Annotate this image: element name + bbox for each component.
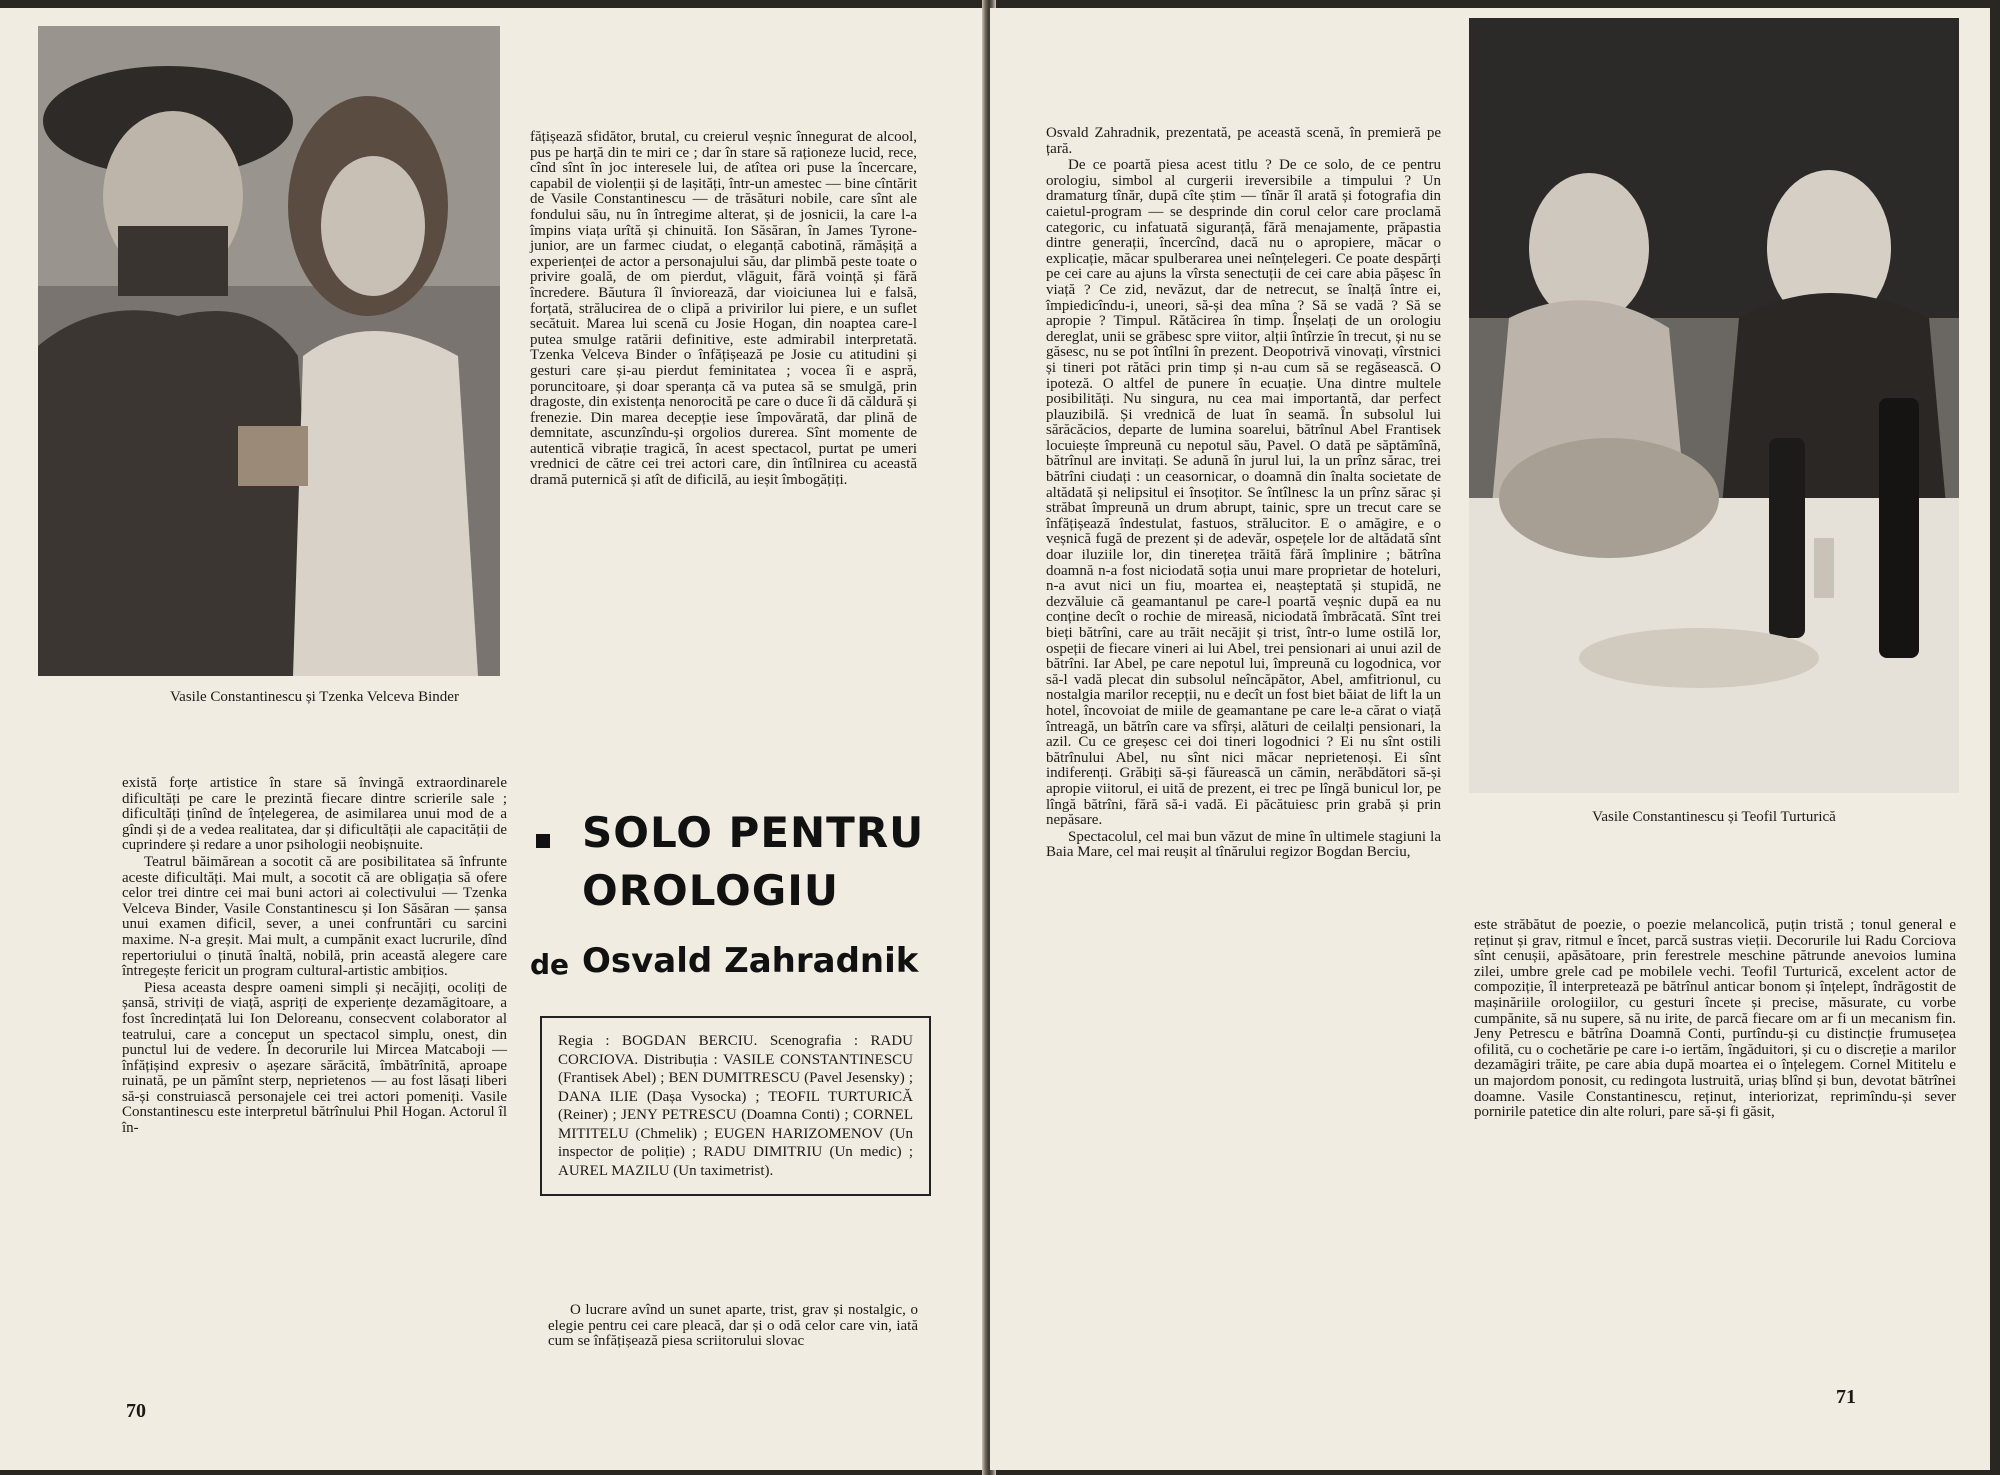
right-photo-caption: Vasile Constantinescu și Teofil Turturică (1592, 809, 1836, 825)
right-column-2 (1474, 918, 1956, 1121)
left-photo-caption: Vasile Constantinescu și Tzenka Velceva Binder (170, 689, 459, 705)
page-number-left: 70 (126, 1400, 146, 1422)
left-page (0, 8, 985, 1470)
article-title-line-2: OROLOGIU (582, 866, 839, 915)
author-de: de (530, 948, 570, 981)
left-column-1 (122, 776, 507, 1137)
photo-actors-left (38, 26, 500, 676)
paragraph: Teatrul băimărean a socotit că are posibilitatea să înfrunte aceste dificultăți. Mai mult, a socotit că are obligația să ofere celor trei dintre cei mai buni actori ai colectivului — Tzenka Velceva Binder, Vasile Constantinescu și Ion Săsăran — șansa unui examen dificil, sever, a unei confruntări cu sarcini maxime. N-a greșit. Mai mult, a cumpănit exact lucrurile, dînd repertoriului o ținută înaltă, nobilă, prin această alegere care întregește fericit un program cultural-artistic ambițios. (122, 853, 507, 980)
left-column-2 (530, 130, 917, 489)
page-number-right: 71 (1836, 1386, 1856, 1408)
review-intro (548, 1303, 918, 1350)
title-bullet (536, 834, 550, 848)
photo-actors-right (1469, 18, 1959, 793)
paragraph: există forțe artistice în stare să învingă extraordinarele dificultăți pe care le prezintă fiecare dintre scrierile sale ; dificultăți ținînd de înțelegerea, de asimilarea unui mod de a gîndi și de a vedea realitatea, dar și dificultății ale capacității de cuprindere și redare a unor psihologii neobișnuite. (122, 775, 507, 854)
right-column-1 (1046, 126, 1441, 861)
paragraph: fățișează sfidător, brutal, cu creierul veșnic înnegurat de alcool, pus pe harță din te miri ce ; dar în stare să raționeze lucid, rece, cînd sînt în joc interesele lui, de atîtea ori puse la încercare, capabil de violenții și de lașități, într-un amestec — bine cîntărit de Vasile Constantinescu — de trăsături nobile, care sînt ale fondului său, nu în întregime alterat, și de josnicii, la care l-a împins viața urîtă și chinuită. Ion Săsăran, în James Tyrone-junior, are un farmec ciudat, o eleganță cabotină, rămășiță a experienței de actor a personajului său, dar plimbă peste toate o privire goală, de om pierdut, vlăguit, fără voință și fără încredere. Băutura îl înviorează, dar vioiciunea lui e falsă, forțată, strălucirea de o clipă a privirilor lui piere, e un suflet secătuit. Marea lui scenă cu Josie Hogan, din noaptea care-l putea smulge ratării definitive, este admirabil interpretată. Tzenka Velceva Binder o înfățișează pe Josie cu atitudini și gesturi care și-au pierdut feminitatea ; vocea îi e aspră, poruncitoare, și doar speranța că va putea să se smulgă, prin dragoste, din existența nenorocită pe care o duce îi dă căldură și frenezie. Din marea decepție iese împovărată, dar plină de demnitate, ascunzîndu-și orgolios durerea. Sînt momente de autentică vibrație tragică, în acest spectacol, purtat pe umeri vrednici de către cei trei actori care, din întîlnirea cu această dramă puternică și atît de dificilă, au ieșit îmbogățiți. (530, 129, 917, 489)
article-title-line-1: SOLO PENTRU (582, 808, 925, 857)
author-name: Osvald Zahradnik (582, 941, 919, 981)
paragraph: O lucrare avînd un sunet aparte, trist, grav și nostalgic, o elegie pentru cei care pleacă, dar și o odă celor care vin, iată cum se înfățișează piesa scriitorului slovac (548, 1302, 918, 1350)
paragraph: este străbătut de poezie, o poezie melancolică, puțin tristă ; tonul general e reținut și grav, ritmul e încet, parcă sustras vieții. Decorurile lui Radu Corciova sînt cenușii, apăsătoare, prin ferestrele meschine pătrunde anevoios lumina zilei, umbre grele cad pe mobilele vechi. Teofil Turturică, excelent actor de compoziție, îl interpretează pe bătrînul anticar bonom și înțelept, îndrăgostit de mașinăriile orologiilor, cu gesturi încete și precise, măsurate, cu vorbe cumpănite, să nu supere, să nu irite, de parcă fiecare om ar fi un mecanism fin. Jeny Petrescu e bătrîna Doamnă Conti, purtîndu-și cu distincție frumusețea ofilită, cu o cochetărie pe care i-o iertăm, îngăduitori, și cu o discreție a marilor dezamăgiri trăite, pe care abia după moartea ei o înțelegem. Cornel Mititelu e un majordom ponosit, cu redingota lustruită, uriaș blînd și bun, devotat bătrînei doamne. Vasile Constantinescu, reținut, interiorizat, reprimîndu-și sever pornirile patetice din alte roluri, pare să-și fi găsit, (1474, 917, 1956, 1121)
paragraph: Osvald Zahradnik, prezentată, pe această scenă, în premieră pe țară. (1046, 125, 1441, 157)
paragraph: De ce poartă piesa acest titlu ? De ce solo, de ce pentru orologiu, simbol al curgerii ireversibile a timpului ? Un dramaturg tînăr, după cîte știm — tînăr îl arată și fotografia din caietul-program — se desprinde din corul celor care proclamă categoric, cu infatuată siguranță, fără menajamente, prăpastia dintre generații, încercînd, dacă nu o apropiere, măcar o explicație, măcar spulberarea unei neînțelegeri. Ce poate despărți pe cei care au ajuns la vîrsta senectuții de cei care abia pășesc în viață ? Ce zid, nevăzut, dar de netrecut, se înalță între ei, împiedicîndu-i, uneori, să-și dea mîna ? Să se vadă ? Să se apropie ? Timpul. Rătăcirea în timp. Înșelați de un orologiu dereglat, unii se grăbesc spre viitor, alții întîrzie în trecut, și nu se găsesc, nu se pot întîlni în prezent. Deopotrivă vinovați, vîrstnici și tineri pot rătăci prin timp și n-au cum să se regăsească. O ipoteză. O altfel de punere în ecuație. Una dintre multele posibilități. Nu singura, nu cea mai importantă, dar perfect plauzibilă. Și vrednică de luat în seamă. În subsolul lui sărăcăcios, departe de lumina soarelui, bătrînul Abel Frantisek locuiește împreună cu nepotul său, Pavel. O dată pe săptămînă, bătrînul are invitați. Se adună în jurul lui, la un prînz sărac, trei bătrîni ciudați : un ceasornicar, o doamnă din înalta societate de altădată și nelipsitul ei însoțitor. Se întîlnesc la un prînz sărac și străbat împreună un drum abrupt, tainic, spre un trecut care se înfățișează îndestulat, fastuos, strălucitor. E o amăgire, e o veșnică fugă de prezent și de adevăr, ospețele lor de altădată sînt doar iluziile lor, din tinerețea trăită fără împlinire ; bătrîna doamnă n-a fost niciodată soția unui mare proprietar de hoteluri, n-a avut nici un fiu, moartea ei, neașteptată și stupidă, ne dezvăluie că geamantanul pe care-l poartă veșnic după ea nu conține decît o rochie de mireasă, niciodată îmbrăcată. Sînt trei bieți bătrîni, care au trăit necăjit și trist, într-o lume ostilă lor, ospeții de fiecare vineri ai lui Abel, trei pensionari ai unui azil de bătrîni. Iar Abel, pe care nepotul lui, împreună cu logodnica, vor să-l vadă plecat din subsolul neîncăpător, Abel, amfitrionul, cu nostalgia marilor recepții, nu e decît un fost biet băiat de lift la un hotel, încovoiat de miile de geamantane pe care le-a cărat o viață întreagă, un bătrîn care va sfîrși, alături de ceilalți pensionari, la azil. Cu ce greșesc cei doi tineri logodnici ? Ei nu sînt ostili bătrînului Abel, nu sînt nici măcar neprietenoși. Ei sînt indiferenți. Grăbiți să-și făurească un cămin, nerăbdători să-și apropie viitorul, ei uită de prezent, ei trec pe lîngă bunicul lor, pe lîngă bătrîni, fără să-i vadă. Ei păcătuiesc prin grabă și prin nepăsare. (1046, 157, 1441, 829)
paragraph: Piesa aceasta despre oameni simpli și necăjiți, ocoliți de șansă, striviți de viață, aspriți de experiențe dezamăgitoare, a fost încredințată lui Ion Deloreanu, consecvent colaborator al teatrului, care a conceput un spectacol simplu, onest, din punctul lui de vedere. În decorurile lui Mircea Matcaboji — înfățișind expresiv o așezare sărăcită, îmbătrînită, aproape ruinată, pe un pămînt sterp, neprietenos — au fost lăsați liberi să-și construiască personajele cei trei actori pomeniți. Vasile Constantinescu este interpretul bătrînului Phil Hogan. Actorul îl în- (122, 979, 507, 1137)
paragraph: Spectacolul, cel mai bun văzut de mine în ultimele stagiuni la Baia Mare, cel mai reușit al tînărului regizor Bogdan Berciu, (1046, 828, 1441, 861)
credits-box: Regia : BOGDAN BERCIU. Scenografia : RADU CORCIOVA. Distribuția : VASILE CONSTANTINESCU (Frantisek Abel) ; BEN DUMITRESCU (Pavel Jesensky) ; DANA ILIE (Dașa Vysocka) ; TEOFIL TURTURICĂ (Reiner) ; JENY PETRESCU (Doamna Conti) ; CORNEL MITITELU (Chmelik) ; EUGEN HARIZOMENOV (Un inspector de poliție) ; RADU DIMITRIU (Un medic) ; AUREL MAZILU (Un taximetrist). (540, 1016, 931, 1196)
right-page (990, 8, 1990, 1470)
